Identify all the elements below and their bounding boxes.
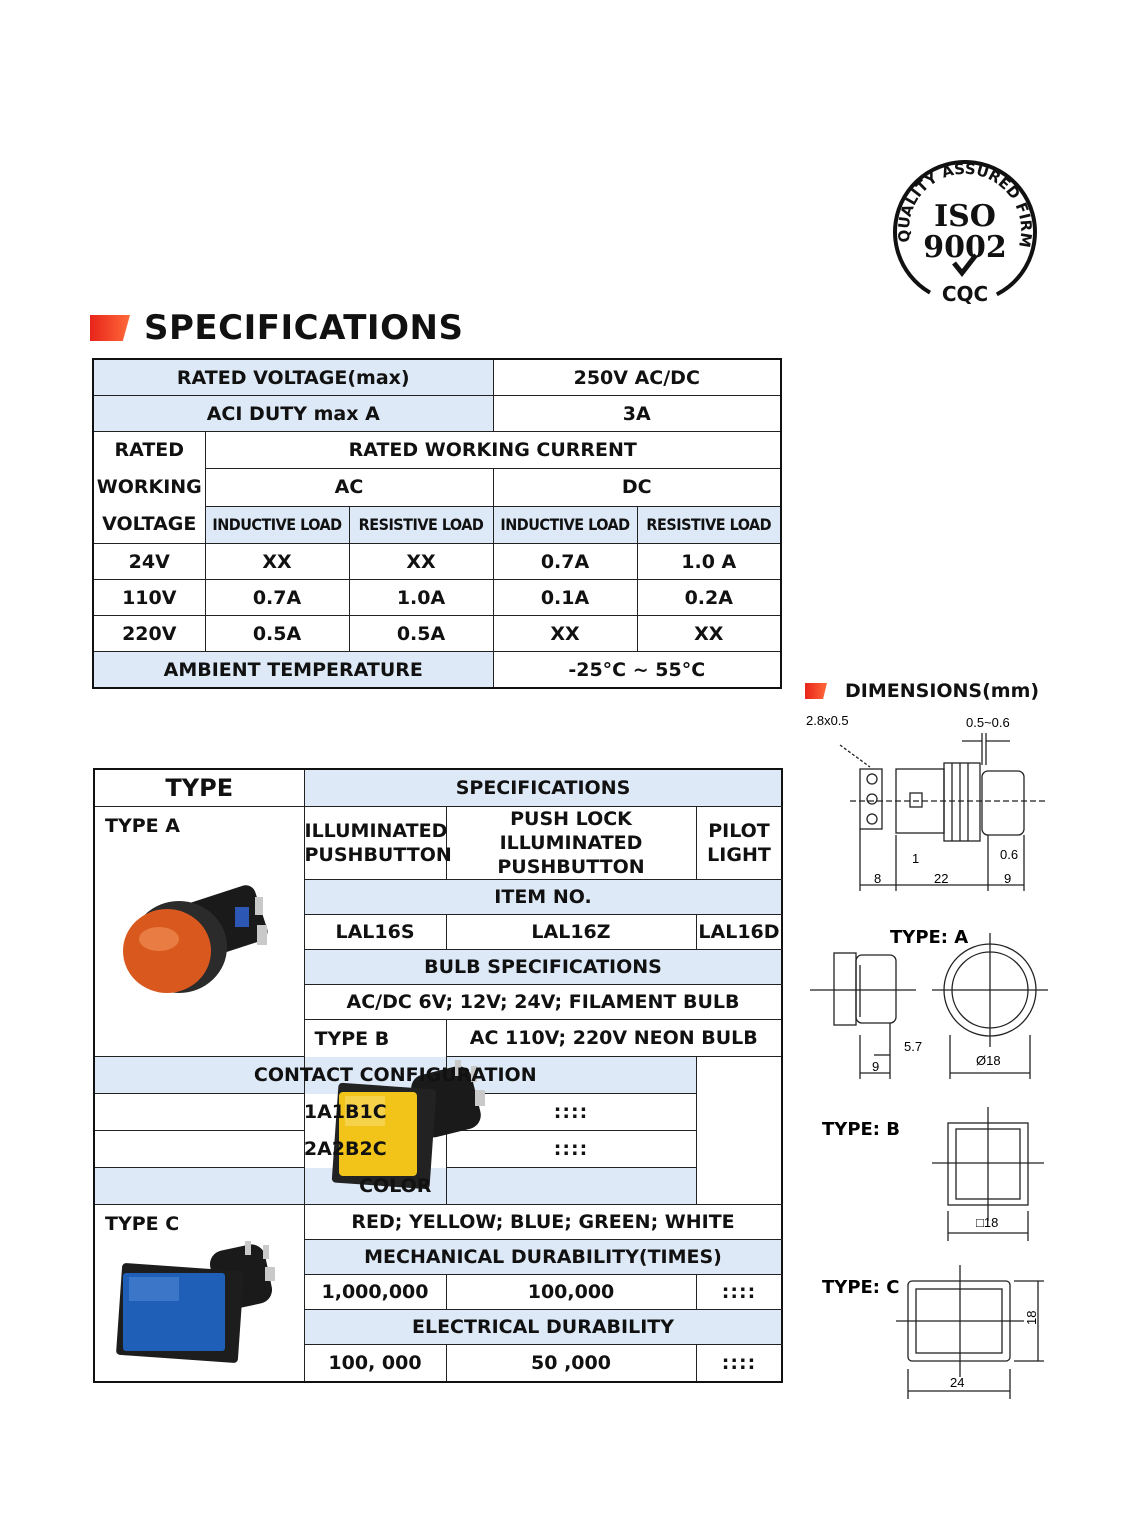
load-header: RESISTIVE LOAD: [637, 506, 781, 543]
type-a-round-button-photo: [105, 867, 285, 997]
seal-ring-text: QUALITY ASSURED FIRM: [894, 160, 1036, 249]
dim-label: 0.6: [1000, 847, 1019, 862]
col-line: PUSHBUTTON: [304, 844, 452, 866]
table-row: [93, 544, 781, 580]
dim-label: 18: [1024, 1310, 1039, 1325]
ratings-table: [92, 358, 782, 689]
specifications-heading: [90, 308, 463, 348]
rated-voltage-value: 250V AC/DC: [493, 359, 781, 396]
dimensions-heading: [805, 680, 1039, 702]
mech-cell: 100,000: [446, 1275, 696, 1310]
item-cell: LAL16S: [304, 915, 446, 950]
value-cell: 0.2A: [637, 580, 781, 616]
contact-2-text: 2A2B2C: [303, 1138, 387, 1160]
duty-label: ACI DUTY max A: [93, 396, 493, 432]
type-c-dim-label: TYPE: C: [822, 1277, 900, 1298]
dim-label: 1: [912, 851, 920, 866]
row-header-line: VOLTAGE: [102, 513, 197, 535]
dots-cell: ::::: [446, 1094, 696, 1131]
voltage-cell: 220V: [93, 616, 205, 652]
ac-header: AC: [205, 469, 493, 506]
value-cell: 1.0A: [349, 580, 493, 616]
table-row: [93, 580, 781, 616]
dim-label: □18: [976, 1215, 999, 1230]
voltage-cell: 24V: [93, 544, 205, 580]
seal-mark: CQC: [941, 282, 989, 306]
type-c-label: TYPE C: [105, 1213, 180, 1235]
bulb-spec-1: AC/DC 6V; 12V; 24V; FILAMENT BULB: [304, 985, 782, 1020]
types-table: [93, 768, 783, 1383]
type-c-cell: [94, 1205, 304, 1383]
red-flag-icon: [90, 315, 130, 341]
row-header-line: RATED: [114, 439, 185, 461]
item-cell: LAL16D: [696, 915, 782, 950]
contact-header: CONTACT CONFIGURATION: [94, 1057, 696, 1094]
elec-header: ELECTRICAL DURABILITY: [304, 1310, 782, 1345]
iso-9002-seal: [890, 160, 1040, 310]
value-cell: 0.7A: [493, 544, 637, 580]
seal-iso: ISO: [934, 199, 996, 234]
col-line: ILLUMINATED: [304, 820, 448, 842]
value-cell: 0.1A: [493, 580, 637, 616]
dots-cell: ::::: [446, 1131, 696, 1168]
col-line: ILLUMINATED PUSHBUTTON: [497, 832, 645, 878]
col-line: PILOT: [708, 820, 770, 842]
dc-header: DC: [493, 469, 781, 506]
dots-cell: ::::: [696, 1275, 782, 1310]
value-cell: XX: [493, 616, 637, 652]
value-cell: 0.7A: [205, 580, 349, 616]
color-header: COLOR: [94, 1168, 696, 1205]
col-push-lock: [446, 807, 696, 880]
dim-label: 5.7: [904, 1039, 923, 1054]
load-header: INDUCTIVE LOAD: [205, 506, 349, 543]
item-no-header: ITEM NO.: [304, 880, 782, 915]
value-cell: XX: [637, 616, 781, 652]
col-line: LIGHT: [707, 844, 771, 866]
dim-label: 9: [872, 1059, 880, 1074]
value-cell: XX: [205, 544, 349, 580]
dim-label: 22: [934, 871, 949, 886]
spec-header: SPECIFICATIONS: [304, 769, 782, 807]
dimensions-title: DIMENSIONS(mm): [845, 680, 1040, 702]
duty-value: 3A: [493, 396, 781, 432]
col-line: PUSH LOCK: [510, 808, 632, 830]
dim-label: 8: [874, 871, 882, 886]
rated-voltage-label: RATED VOLTAGE(max): [93, 359, 493, 396]
page-title: SPECIFICATIONS: [144, 308, 464, 348]
elec-cell: 50 ,000: [446, 1345, 696, 1383]
type-a-label: TYPE A: [105, 815, 180, 837]
mech-cell: 1,000,000: [304, 1275, 446, 1310]
col-pilot-light: [696, 807, 782, 880]
colors-cell: RED; YELLOW; BLUE; GREEN; WHITE: [304, 1205, 782, 1240]
load-header: INDUCTIVE LOAD: [493, 506, 637, 543]
type-b-label: TYPE B: [314, 1028, 390, 1050]
dim-label: 9: [1004, 871, 1012, 886]
value-cell: 0.5A: [205, 616, 349, 652]
dim-label: 0.5~0.6: [966, 715, 1010, 730]
type-c-rect-button-photo: [105, 1241, 285, 1371]
value-cell: 0.5A: [349, 616, 493, 652]
seal-number: 9002: [923, 230, 1007, 265]
table-row: [93, 616, 781, 652]
dimension-drawings: [800, 705, 1050, 1505]
ambient-label: AMBIENT TEMPERATURE: [93, 652, 493, 689]
bulb-spec-2: AC 110V; 220V NEON BULB: [446, 1020, 782, 1057]
type-a-dim-label: TYPE: A: [890, 927, 969, 948]
type-a-cell: [94, 807, 304, 1057]
value-cell: XX: [349, 544, 493, 580]
red-flag-icon: [805, 683, 827, 699]
contact-1-text: 1A1B1C: [303, 1101, 387, 1123]
voltage-cell: 110V: [93, 580, 205, 616]
load-header: RESISTIVE LOAD: [349, 506, 493, 543]
current-header: RATED WORKING CURRENT: [205, 432, 781, 469]
dim-label: 24: [950, 1375, 965, 1390]
type-header: TYPE: [94, 769, 304, 807]
mech-header: MECHANICAL DURABILITY(TIMES): [304, 1240, 782, 1275]
col-illuminated-pushbutton: [304, 807, 452, 880]
dim-label: 2.8x0.5: [806, 713, 849, 728]
dots-cell: ::::: [696, 1345, 782, 1383]
row-header-line: WORKING: [96, 476, 202, 498]
elec-cell: 100, 000: [304, 1345, 446, 1383]
rated-working-voltage-header: [93, 432, 205, 544]
ambient-value: -25°C ~ 55°C: [493, 652, 781, 689]
bulb-header: BULB SPECIFICATIONS: [304, 950, 782, 985]
type-b-dim-label: TYPE: B: [822, 1119, 900, 1140]
value-cell: 1.0 A: [637, 544, 781, 580]
item-cell: LAL16Z: [446, 915, 696, 950]
dim-label: Ø18: [976, 1053, 1001, 1068]
